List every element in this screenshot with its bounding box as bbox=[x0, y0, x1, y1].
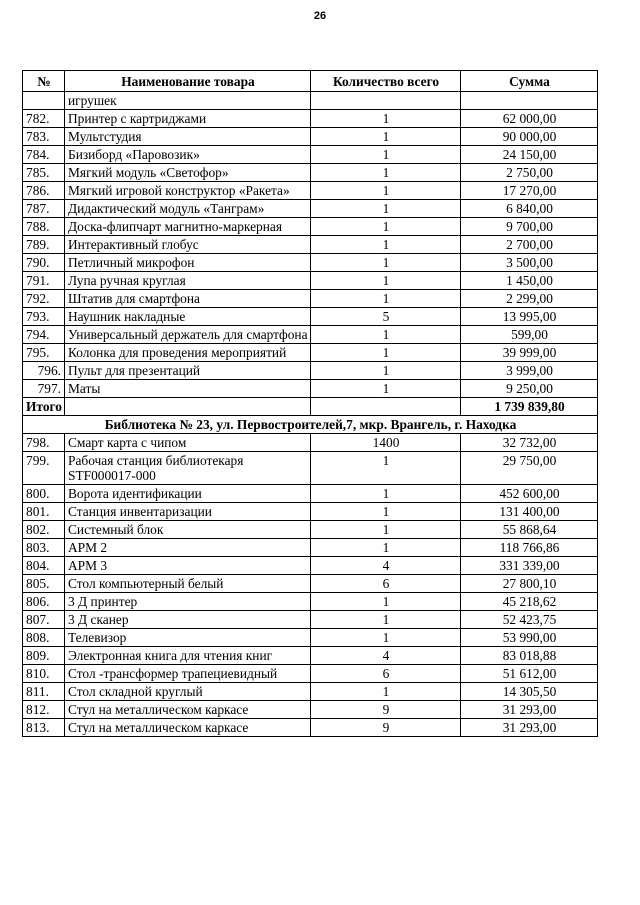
table-row bbox=[23, 290, 598, 308]
row-item-name: Штатив для смартфона bbox=[65, 290, 311, 308]
row-item-name: АРМ 3 bbox=[65, 557, 311, 575]
row-sum: 1 450,00 bbox=[461, 272, 598, 290]
row-sum: 90 000,00 bbox=[461, 128, 598, 146]
row-sum: 53 990,00 bbox=[461, 629, 598, 647]
row-number: 793. bbox=[23, 308, 65, 326]
header-sum: Сумма bbox=[461, 71, 598, 92]
row-sum: 2 700,00 bbox=[461, 236, 598, 254]
row-quantity: 1 bbox=[311, 362, 461, 380]
row-number: 800. bbox=[23, 485, 65, 503]
row-sum: 24 150,00 bbox=[461, 146, 598, 164]
total-row bbox=[23, 398, 598, 416]
row-item-name: Стол складной круглый bbox=[65, 683, 311, 701]
table-row bbox=[23, 503, 598, 521]
row-number: 792. bbox=[23, 290, 65, 308]
row-number: 789. bbox=[23, 236, 65, 254]
row-sum: 2 750,00 bbox=[461, 164, 598, 182]
row-item-name: Интерактивный глобус bbox=[65, 236, 311, 254]
row-number: 794. bbox=[23, 326, 65, 344]
row-sum: 39 999,00 bbox=[461, 344, 598, 362]
row-sum: 27 800,10 bbox=[461, 575, 598, 593]
table-row bbox=[23, 683, 598, 701]
table-row bbox=[23, 665, 598, 683]
row-sum: 31 293,00 bbox=[461, 719, 598, 737]
items-group-b bbox=[23, 434, 598, 737]
row-sum: 83 018,88 bbox=[461, 647, 598, 665]
table-row bbox=[23, 308, 598, 326]
row-quantity: 1400 bbox=[311, 434, 461, 452]
items-group-a bbox=[23, 92, 598, 398]
total-empty-name bbox=[65, 398, 311, 416]
row-quantity: 1 bbox=[311, 539, 461, 557]
row-quantity: 1 bbox=[311, 146, 461, 164]
row-number: 786. bbox=[23, 182, 65, 200]
row-quantity: 1 bbox=[311, 164, 461, 182]
row-quantity: 1 bbox=[311, 218, 461, 236]
row-item-name: Универсальный держатель для смартфона bbox=[65, 326, 311, 344]
row-number: 804. bbox=[23, 557, 65, 575]
row-item-name: 3 Д сканер bbox=[65, 611, 311, 629]
header-item-name: Наименование товара bbox=[65, 71, 311, 92]
row-quantity: 6 bbox=[311, 575, 461, 593]
table-row bbox=[23, 200, 598, 218]
row-quantity: 1 bbox=[311, 110, 461, 128]
row-number: 783. bbox=[23, 128, 65, 146]
row-number: 812. bbox=[23, 701, 65, 719]
row-number: 813. bbox=[23, 719, 65, 737]
row-item-name: Петличный микрофон bbox=[65, 254, 311, 272]
row-number: 782. bbox=[23, 110, 65, 128]
row-item-name: Стул на металлическом каркасе bbox=[65, 701, 311, 719]
row-number: 791. bbox=[23, 272, 65, 290]
row-number: 811. bbox=[23, 683, 65, 701]
row-item-name: Доска-флипчарт магнитно-маркерная bbox=[65, 218, 311, 236]
row-quantity: 1 bbox=[311, 380, 461, 398]
row-item-name: Принтер с картриджами bbox=[65, 110, 311, 128]
row-number: 805. bbox=[23, 575, 65, 593]
row-sum: 452 600,00 bbox=[461, 485, 598, 503]
row-quantity: 5 bbox=[311, 308, 461, 326]
row-number: 785. bbox=[23, 164, 65, 182]
row-number: 790. bbox=[23, 254, 65, 272]
table-row bbox=[23, 380, 598, 398]
row-item-name: Стул на металлическом каркасе bbox=[65, 719, 311, 737]
row-number: 797. bbox=[23, 380, 65, 398]
row-quantity: 1 bbox=[311, 128, 461, 146]
table-row bbox=[23, 344, 598, 362]
row-sum: 14 305,50 bbox=[461, 683, 598, 701]
row-quantity: 9 bbox=[311, 719, 461, 737]
row-sum: 131 400,00 bbox=[461, 503, 598, 521]
row-quantity: 1 bbox=[311, 485, 461, 503]
row-item-name: Лупа ручная круглая bbox=[65, 272, 311, 290]
row-sum: 51 612,00 bbox=[461, 665, 598, 683]
row-sum: 62 000,00 bbox=[461, 110, 598, 128]
row-quantity: 4 bbox=[311, 647, 461, 665]
table-row bbox=[23, 326, 598, 344]
row-number: 787. bbox=[23, 200, 65, 218]
row-sum: 31 293,00 bbox=[461, 701, 598, 719]
row-sum: 3 500,00 bbox=[461, 254, 598, 272]
table-row bbox=[23, 434, 598, 452]
row-quantity: 1 bbox=[311, 200, 461, 218]
header-number: № bbox=[23, 71, 65, 92]
row-item-name: Телевизор bbox=[65, 629, 311, 647]
row-item-name: Мультстудия bbox=[65, 128, 311, 146]
row-item-name: Стол -трансформер трапециевидный bbox=[65, 665, 311, 683]
row-item-name: Электронная книга для чтения книг bbox=[65, 647, 311, 665]
table-row bbox=[23, 110, 598, 128]
row-quantity: 1 bbox=[311, 182, 461, 200]
row-item-name: Ворота идентификации bbox=[65, 485, 311, 503]
row-quantity: 1 bbox=[311, 344, 461, 362]
row-item-name: Системный блок bbox=[65, 521, 311, 539]
table-row bbox=[23, 611, 598, 629]
table-row bbox=[23, 182, 598, 200]
row-quantity: 1 bbox=[311, 683, 461, 701]
table-row bbox=[23, 593, 598, 611]
section-title: Библиотека № 23, ул. Первостроителей,7, мкр. Врангель, г. Находка bbox=[23, 416, 598, 434]
table-row bbox=[23, 272, 598, 290]
table-row bbox=[23, 218, 598, 236]
row-quantity: 1 bbox=[311, 521, 461, 539]
section-row bbox=[23, 416, 598, 434]
table-row bbox=[23, 92, 598, 110]
row-number: 798. bbox=[23, 434, 65, 452]
table-row bbox=[23, 719, 598, 737]
row-quantity: 1 bbox=[311, 629, 461, 647]
row-number: 795. bbox=[23, 344, 65, 362]
row-sum: 17 270,00 bbox=[461, 182, 598, 200]
row-item-name: Бизиборд «Паровозик» bbox=[65, 146, 311, 164]
row-item-name: 3 Д принтер bbox=[65, 593, 311, 611]
row-number: 799. bbox=[23, 452, 65, 485]
row-sum: 2 299,00 bbox=[461, 290, 598, 308]
header-quantity: Количество всего bbox=[311, 71, 461, 92]
row-item-name: АРМ 2 bbox=[65, 539, 311, 557]
row-item-name: Маты bbox=[65, 380, 311, 398]
table-row bbox=[23, 452, 598, 485]
row-number: 784. bbox=[23, 146, 65, 164]
table-row bbox=[23, 521, 598, 539]
row-item-name: Мягкий модуль «Светофор» bbox=[65, 164, 311, 182]
row-item-name: Пульт для презентаций bbox=[65, 362, 311, 380]
row-quantity: 1 bbox=[311, 236, 461, 254]
row-quantity: 4 bbox=[311, 557, 461, 575]
table-row bbox=[23, 629, 598, 647]
table-row bbox=[23, 539, 598, 557]
row-quantity: 1 bbox=[311, 254, 461, 272]
row-number: 801. bbox=[23, 503, 65, 521]
row-sum: 52 423,75 bbox=[461, 611, 598, 629]
inventory-table bbox=[22, 70, 598, 737]
row-item-name: Стол компьютерный белый bbox=[65, 575, 311, 593]
row-sum: 55 868,64 bbox=[461, 521, 598, 539]
row-quantity: 9 bbox=[311, 701, 461, 719]
total-label: Итого bbox=[23, 398, 65, 416]
row-quantity: 1 bbox=[311, 272, 461, 290]
row-number: 808. bbox=[23, 629, 65, 647]
row-item-name: Рабочая станция библиотекаря STF000017-000 bbox=[65, 452, 311, 485]
row-number: 802. bbox=[23, 521, 65, 539]
row-sum: 9 700,00 bbox=[461, 218, 598, 236]
table-row bbox=[23, 128, 598, 146]
total-empty-qty bbox=[311, 398, 461, 416]
page-number: 26 bbox=[313, 10, 327, 22]
row-item-name: Дидактический модуль «Танграм» bbox=[65, 200, 311, 218]
row-sum bbox=[461, 92, 598, 110]
total-group bbox=[23, 398, 598, 434]
row-sum: 6 840,00 bbox=[461, 200, 598, 218]
row-number: 803. bbox=[23, 539, 65, 557]
row-quantity: 6 bbox=[311, 665, 461, 683]
row-sum: 29 750,00 bbox=[461, 452, 598, 485]
row-number: 788. bbox=[23, 218, 65, 236]
row-sum: 13 995,00 bbox=[461, 308, 598, 326]
table-row bbox=[23, 485, 598, 503]
row-sum: 118 766,86 bbox=[461, 539, 598, 557]
row-sum: 45 218,62 bbox=[461, 593, 598, 611]
table-row bbox=[23, 164, 598, 182]
row-sum: 32 732,00 bbox=[461, 434, 598, 452]
row-number: 796. bbox=[23, 362, 65, 380]
row-sum: 3 999,00 bbox=[461, 362, 598, 380]
table-row bbox=[23, 647, 598, 665]
row-item-name: Колонка для проведения мероприятий bbox=[65, 344, 311, 362]
total-sum: 1 739 839,80 bbox=[461, 398, 598, 416]
row-quantity: 1 bbox=[311, 503, 461, 521]
row-quantity: 1 bbox=[311, 326, 461, 344]
table-header-row bbox=[23, 71, 598, 92]
row-number: 806. bbox=[23, 593, 65, 611]
table-row bbox=[23, 575, 598, 593]
row-quantity: 1 bbox=[311, 593, 461, 611]
row-quantity: 1 bbox=[311, 452, 461, 485]
row-item-name: Смарт карта с чипом bbox=[65, 434, 311, 452]
table-row bbox=[23, 236, 598, 254]
table-row bbox=[23, 362, 598, 380]
row-number: 809. bbox=[23, 647, 65, 665]
table-row bbox=[23, 557, 598, 575]
row-quantity: 1 bbox=[311, 290, 461, 308]
row-item-name: игрушек bbox=[65, 92, 311, 110]
row-sum: 331 339,00 bbox=[461, 557, 598, 575]
row-sum: 599,00 bbox=[461, 326, 598, 344]
table-row bbox=[23, 146, 598, 164]
row-item-name: Мягкий игровой конструктор «Ракета» bbox=[65, 182, 311, 200]
row-item-name: Наушник накладные bbox=[65, 308, 311, 326]
table-row bbox=[23, 701, 598, 719]
row-quantity: 1 bbox=[311, 611, 461, 629]
row-quantity bbox=[311, 92, 461, 110]
row-number: 810. bbox=[23, 665, 65, 683]
row-number bbox=[23, 92, 65, 110]
table-row bbox=[23, 254, 598, 272]
row-item-name: Станция инвентаризации bbox=[65, 503, 311, 521]
row-number: 807. bbox=[23, 611, 65, 629]
row-sum: 9 250,00 bbox=[461, 380, 598, 398]
